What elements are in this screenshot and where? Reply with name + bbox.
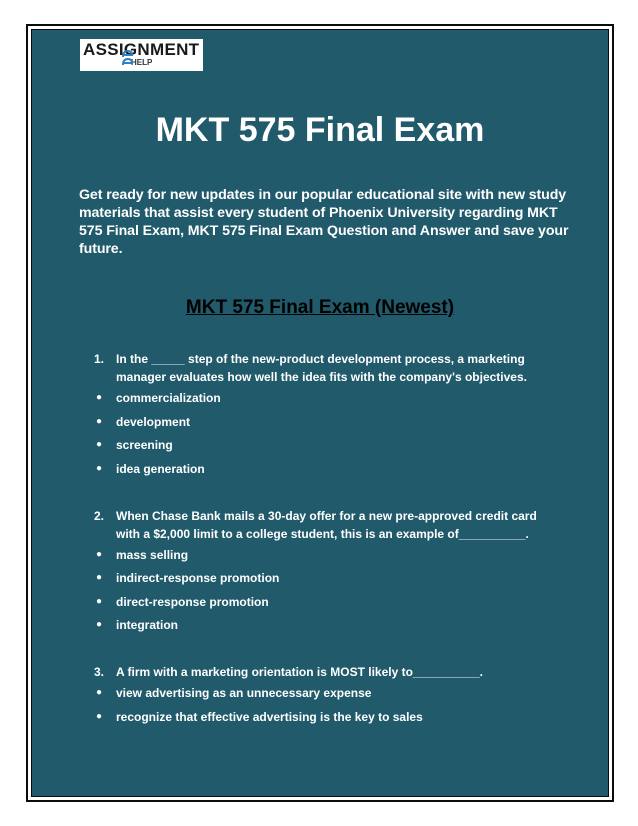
question-list <box>94 350 564 755</box>
question-number: 2. <box>94 508 105 523</box>
question-text: When Chase Bank mails a 30-day offer for a new pre-approved credit card with a $2,000 limit to a college student, this is an example of__________. <box>116 508 537 541</box>
bullet-icon: ● <box>96 687 103 698</box>
answer-option-text: indirect-response promotion <box>116 571 280 585</box>
question-2 <box>94 507 564 634</box>
answer-option <box>94 547 564 563</box>
answer-option <box>94 685 564 701</box>
question-3 <box>94 663 564 725</box>
question-text-row <box>94 350 564 386</box>
answer-option-text: view advertising as an unnecessary expense <box>116 686 372 700</box>
answer-option <box>94 461 564 477</box>
bullet-icon: ● <box>96 548 103 560</box>
question-1 <box>94 350 564 477</box>
logo-top-text: ASSIGNMENT <box>83 40 200 59</box>
bullet-icon: ● <box>96 392 103 403</box>
bullet-icon: ● <box>96 595 103 607</box>
answer-option <box>94 390 564 406</box>
bullet-icon: ● <box>96 439 103 450</box>
answer-option <box>94 570 564 586</box>
answer-option-text: development <box>116 414 191 429</box>
bullet-icon: ● <box>96 619 103 630</box>
question-number: 3. <box>94 665 105 679</box>
answer-option <box>94 437 564 453</box>
logo-bottom-text: HELP <box>131 58 153 67</box>
question-text-row <box>94 507 564 543</box>
logo-e-mark-icon <box>120 43 134 69</box>
answer-option <box>94 414 564 430</box>
bullet-icon: ● <box>96 710 103 722</box>
exam-subtitle: MKT 575 Final Exam (Newest) <box>185 297 455 318</box>
answer-option-text: integration <box>116 618 178 632</box>
page-frame <box>26 24 614 802</box>
answer-option <box>94 709 564 725</box>
answer-option-text: direct-response promotion <box>116 594 269 609</box>
bullet-icon: ● <box>96 415 103 427</box>
answer-option-text: mass selling <box>116 547 189 562</box>
document-page <box>31 29 609 797</box>
answer-option-text: commercialization <box>116 391 221 405</box>
question-text: In the _____ step of the new-product development process, a marketing manager evaluates how well the idea fits with the company's objectives. <box>116 352 527 384</box>
page-title: MKT 575 Final Exam <box>155 111 485 149</box>
bullet-icon: ● <box>96 572 103 583</box>
answer-option-text: recognize that effective advertising is the key to sales <box>116 709 423 724</box>
bullet-icon: ● <box>96 462 103 474</box>
intro-paragraph: Get ready for new updates in our popular educational site with new study materials that assist every student of Phoenix University regarding MKT 575 Final Exam, MKT 575 Final Exam Question and Answer and save your future. <box>79 187 569 257</box>
answer-option-text: idea generation <box>116 461 205 476</box>
answer-option <box>94 594 564 610</box>
question-number: 1. <box>94 352 105 366</box>
assignment-help-logo <box>80 39 203 71</box>
answer-option <box>94 617 564 633</box>
question-text: A firm with a marketing orientation is MOST likely to__________. <box>116 665 484 679</box>
answer-option-text: screening <box>116 438 173 452</box>
question-text-row <box>94 663 564 681</box>
